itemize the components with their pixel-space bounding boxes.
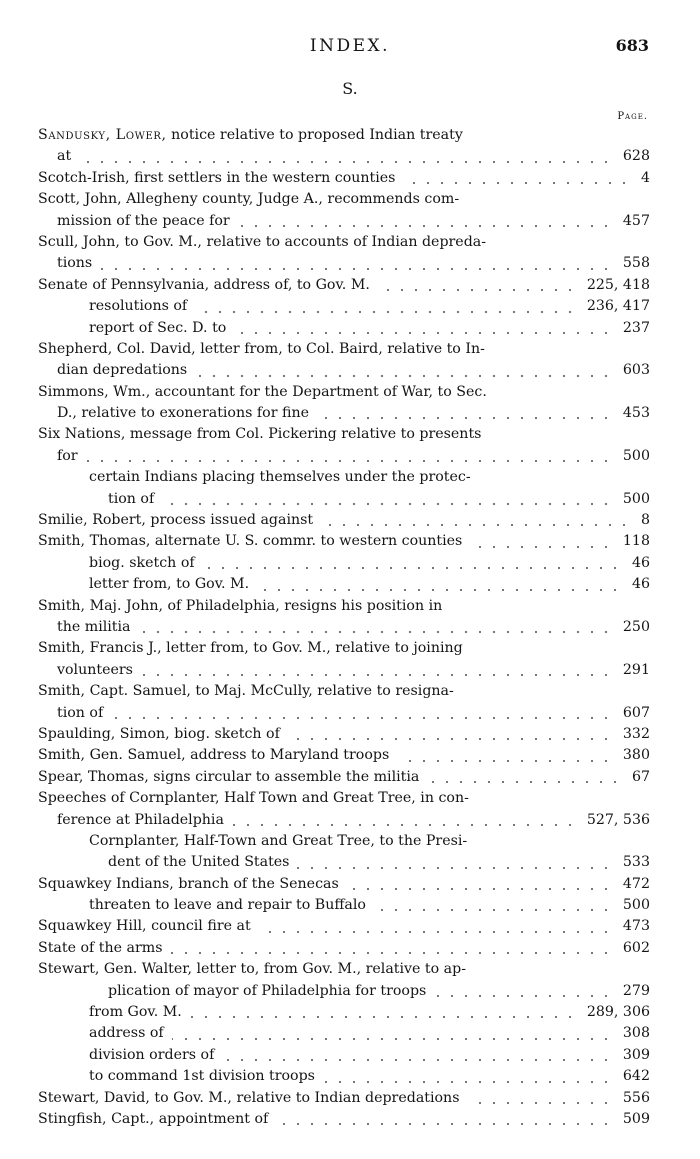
leader-dots (86, 460, 613, 462)
index-entry (38, 510, 650, 531)
page-reference: 533 (619, 852, 650, 873)
page-reference: 473 (619, 916, 650, 937)
page-reference: 236, 417 (583, 296, 650, 317)
page-reference: 332 (619, 724, 650, 745)
entry-text: Simmons, Wm., accountant for the Department of War, to Sec. (38, 383, 487, 400)
page-column-heading: Page. (617, 111, 648, 122)
leader-dots (190, 1016, 577, 1018)
entry-text: for (57, 447, 78, 464)
page-reference: 603 (619, 360, 650, 381)
leader-dots (234, 332, 613, 334)
index-line (38, 168, 650, 189)
page-reference: 291 (619, 660, 650, 681)
entry-text: address of (89, 1025, 164, 1042)
entry-text: plication of mayor of Philadelphia for troops (108, 982, 427, 999)
index-line (38, 767, 650, 788)
index-line (38, 703, 650, 724)
leader-dots (378, 289, 577, 291)
index-entry (38, 1088, 650, 1109)
index-entry (38, 874, 650, 917)
index-entry (38, 125, 650, 168)
index-line (38, 403, 650, 424)
page-reference: 8 (637, 510, 650, 531)
leader-dots (467, 1102, 613, 1104)
index-line (38, 874, 650, 895)
page-number: 683 (615, 36, 649, 55)
index-entry (38, 745, 650, 766)
index-line (38, 253, 650, 274)
index-line (38, 446, 650, 467)
entry-text: Speeches of Cornplanter, Half Town and Great Tree, in con- (38, 790, 469, 807)
page-reference: 500 (619, 489, 650, 510)
index-entry (38, 916, 650, 937)
index-line (38, 553, 650, 574)
page-reference: 67 (628, 767, 650, 788)
index-entries (38, 125, 650, 1130)
index-entry (38, 232, 650, 275)
page-reference: 279 (619, 981, 650, 1002)
page-reference: 118 (619, 531, 650, 552)
entry-text: letter from, to Gov. M. (89, 576, 250, 593)
index-entry (38, 681, 650, 724)
page-reference: 607 (619, 703, 650, 724)
index-line (38, 916, 650, 937)
index-entry (38, 938, 650, 959)
page-reference: 46 (628, 574, 650, 595)
page-reference: 558 (619, 253, 650, 274)
page-reference: 602 (619, 938, 650, 959)
index-line (38, 959, 650, 980)
leader-dots (203, 567, 622, 569)
entry-text: D., relative to exonerations for fine (57, 405, 309, 422)
entry-text: certain Indians placing themselves under the protec- (89, 469, 471, 486)
page-reference: 509 (619, 1109, 650, 1130)
entry-text: at (57, 148, 72, 165)
leader-dots (172, 1038, 613, 1040)
entry-text: volunteers (57, 661, 133, 678)
index-line (38, 724, 650, 745)
page-reference: 308 (619, 1023, 650, 1044)
entry-text: Stingfish, Capt., appointment of (38, 1110, 269, 1127)
entry-text: division orders of (89, 1046, 215, 1063)
leader-dots (470, 546, 613, 548)
leader-dots (347, 888, 613, 890)
leader-dots (232, 824, 577, 826)
leader-dots (321, 524, 631, 526)
index-line (38, 852, 650, 873)
index-line (38, 424, 650, 445)
entry-text: Spear, Thomas, signs circular to assemble the militia (38, 768, 420, 785)
index-line (38, 296, 650, 317)
index-entry (38, 339, 650, 382)
index-line (38, 617, 650, 638)
index-line (38, 510, 650, 531)
index-entry (38, 767, 650, 788)
index-entry (38, 788, 650, 874)
index-line (38, 810, 650, 831)
index-line (38, 1066, 650, 1087)
entry-text: report of Sec. D. to (89, 319, 227, 336)
entry-text: Six Nations, message from Col. Pickering relative to presents (38, 426, 482, 443)
leader-dots (257, 589, 622, 591)
index-line (38, 638, 650, 659)
page-reference: 4 (637, 168, 650, 189)
index-line (38, 146, 650, 167)
index-line (38, 489, 650, 510)
leader-dots (434, 995, 613, 997)
index-line (38, 275, 650, 296)
index-entry (38, 531, 650, 595)
leader-dots (79, 161, 613, 163)
index-line (38, 596, 650, 617)
page-reference: 237 (619, 318, 650, 339)
page-reference: 46 (628, 553, 650, 574)
leader-dots (195, 311, 577, 313)
index-line (38, 189, 650, 210)
entry-text: Spaulding, Simon, biog. sketch of (38, 725, 280, 742)
index-line (38, 318, 650, 339)
leader-dots (222, 1059, 613, 1061)
leader-dots (139, 631, 613, 633)
leader-dots (259, 931, 613, 933)
leader-dots (162, 503, 613, 505)
entry-text: Cornplanter, Half-Town and Great Tree, to the Presi- (89, 832, 468, 849)
index-entry (38, 959, 650, 1087)
entry-text: to command 1st division troops (89, 1068, 315, 1085)
index-line (38, 360, 650, 381)
entry-text: Scotch-Irish, first settlers in the western counties (38, 169, 396, 186)
page-reference: 250 (619, 617, 650, 638)
entry-text: Squawkey Hill, council fire at (38, 918, 251, 935)
index-line (38, 745, 650, 766)
entry-text: biog. sketch of (89, 554, 195, 571)
index-line (38, 232, 650, 253)
entry-text: Smith, Gen. Samuel, address to Maryland troops (38, 747, 390, 764)
entry-text: tion of (57, 704, 104, 721)
index-entry (38, 168, 650, 189)
index-line (38, 1109, 650, 1130)
entry-text: Sandusky, Lower, notice relative to proposed Indian treaty (38, 127, 463, 143)
index-line (38, 1088, 650, 1109)
index-line (38, 531, 650, 552)
page-reference: 556 (619, 1088, 650, 1109)
entry-text: Stewart, David, to Gov. M., relative to Indian depredations (38, 1089, 460, 1106)
entry-heading-smallcaps: Sandusky, Lower, (38, 127, 167, 143)
entry-text: dent of the United States (108, 854, 290, 871)
entry-text: Stewart, Gen. Walter, letter to, from Gov. M., relative to ap- (38, 961, 467, 978)
entry-text: the militia (57, 618, 131, 635)
entry-text: Smilie, Robert, process issued against (38, 512, 314, 529)
page-reference: 380 (619, 745, 650, 766)
entry-text: Smith, Maj. John, of Philadelphia, resigns his position in (38, 597, 443, 614)
entry-text: Scott, John, Allegheny county, Judge A., recommends com- (38, 191, 460, 208)
running-title: INDEX. (309, 36, 391, 56)
entry-text: from Gov. M. (89, 1004, 182, 1021)
page-reference: 527, 536 (583, 810, 650, 831)
page-reference: 500 (619, 895, 650, 916)
leader-dots (276, 1123, 613, 1125)
entry-text: State of the arms (38, 939, 163, 956)
entry-text: tions (57, 255, 93, 272)
leader-dots (317, 417, 613, 419)
index-entry (38, 424, 650, 510)
index-entry (38, 189, 650, 232)
entry-text: Squawkey Indians, branch of the Senecas (38, 875, 339, 892)
page-reference: 289, 306 (583, 1002, 650, 1023)
index-line (38, 981, 650, 1002)
index-line (38, 574, 650, 595)
entry-text: tion of (108, 490, 155, 507)
index-line (38, 788, 650, 809)
leader-dots (171, 952, 613, 954)
index-entry (38, 638, 650, 681)
entry-text: dian depredations (57, 362, 188, 379)
page-reference: 642 (619, 1066, 650, 1087)
index-line (38, 1023, 650, 1044)
page-reference: 309 (619, 1045, 650, 1066)
index-line (38, 938, 650, 959)
entry-text: resolutions of (89, 298, 188, 315)
leader-dots (195, 375, 613, 377)
entry-text: ference at Philadelphia (57, 811, 224, 828)
page-reference: 472 (619, 874, 650, 895)
leader-dots (238, 225, 613, 227)
leader-dots (100, 268, 613, 270)
leader-dots (111, 717, 613, 719)
leader-dots (297, 867, 613, 869)
entry-text: Shepherd, Col. David, letter from, to Col. Baird, relative to In- (38, 340, 485, 357)
leader-dots (141, 674, 613, 676)
index-line (38, 660, 650, 681)
index-entry (38, 382, 650, 425)
index-line (38, 681, 650, 702)
index-entry (38, 596, 650, 639)
index-line (38, 467, 650, 488)
index-line (38, 339, 650, 360)
page-reference: 500 (619, 446, 650, 467)
index-line (38, 1045, 650, 1066)
leader-dots (323, 1081, 613, 1083)
entry-text: mission of the peace for (57, 212, 230, 229)
index-entry (38, 724, 650, 745)
entry-text: Senate of Pennsylvania, address of, to Gov. M. (38, 276, 370, 293)
page-reference: 453 (619, 403, 650, 424)
index-line (38, 382, 650, 403)
page-reference: 225, 418 (583, 275, 650, 296)
entry-text: Scull, John, to Gov. M., relative to accounts of Indian depreda- (38, 233, 487, 250)
page-reference: 628 (619, 146, 650, 167)
entry-text: Smith, Thomas, alternate U. S. commr. to western counties (38, 533, 463, 550)
index-entry (38, 275, 650, 339)
entry-text: threaten to leave and repair to Buffalo (89, 897, 366, 914)
index-line (38, 1002, 650, 1023)
leader-dots (288, 738, 613, 740)
index-line (38, 211, 650, 232)
index-line (38, 125, 650, 146)
section-letter: S. (342, 79, 358, 98)
entry-text: Smith, Francis J., letter from, to Gov. M., relative to joining (38, 640, 463, 657)
leader-dots (397, 760, 613, 762)
running-head (0, 36, 700, 58)
index-line (38, 831, 650, 852)
leader-dots (427, 781, 622, 783)
entry-text: Smith, Capt. Samuel, to Maj. McCully, relative to resigna- (38, 683, 454, 700)
index-line (38, 895, 650, 916)
page-reference: 457 (619, 211, 650, 232)
leader-dots (403, 182, 631, 184)
index-entry (38, 1109, 650, 1130)
leader-dots (374, 909, 613, 911)
